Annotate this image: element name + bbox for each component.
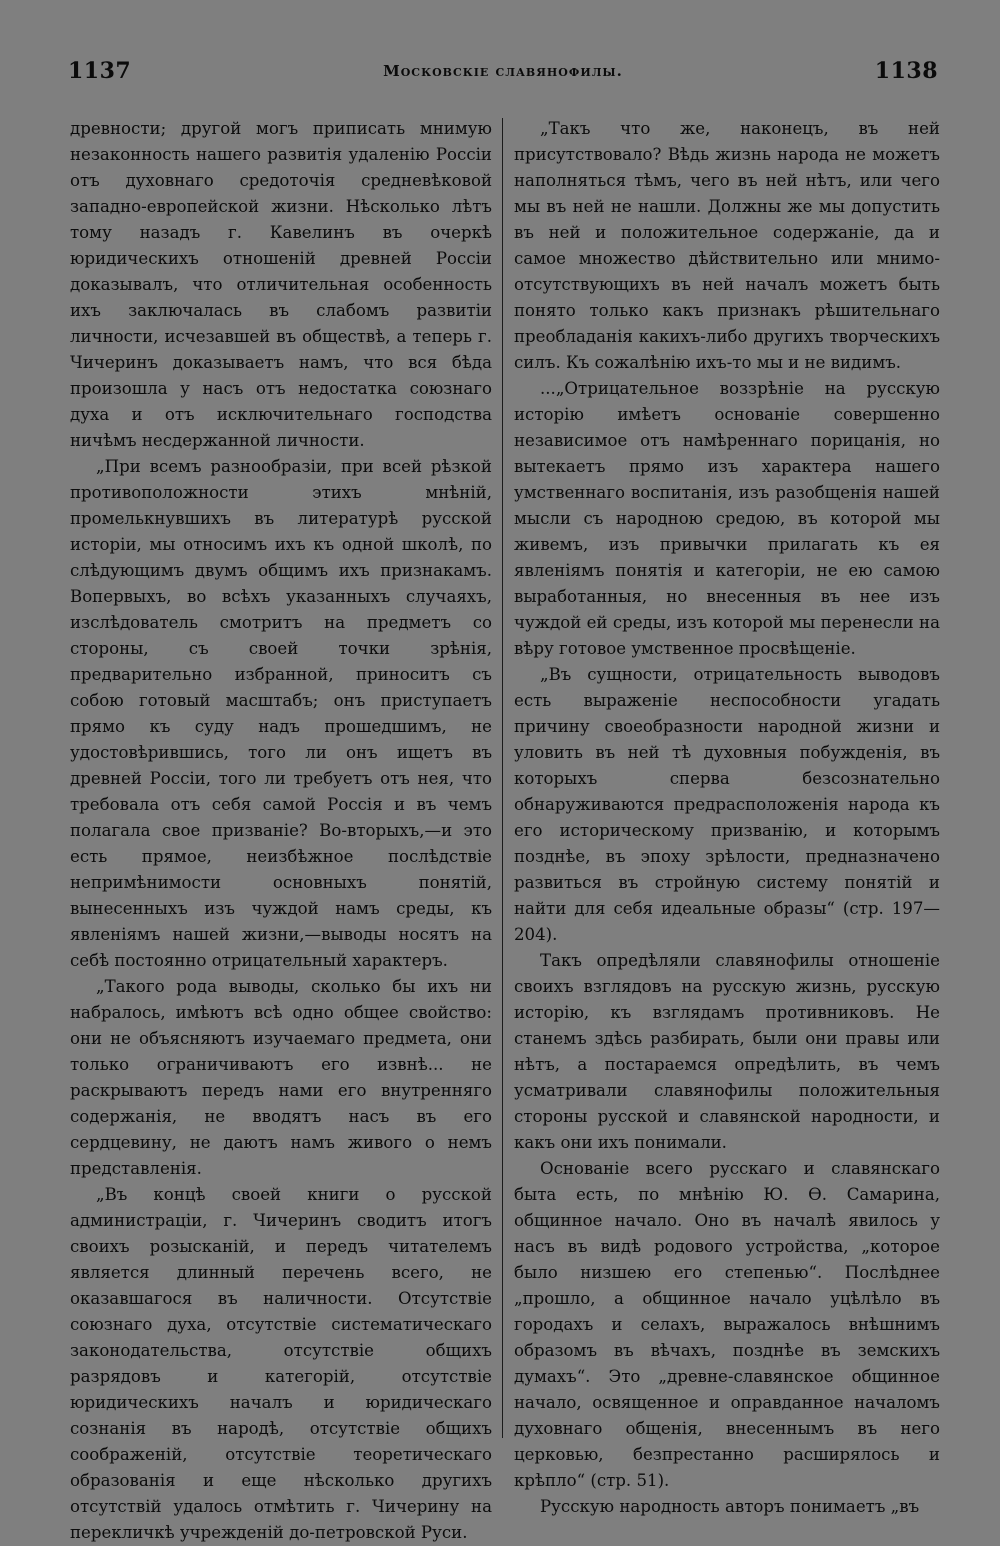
right-page-number: 1138	[874, 58, 938, 84]
page-header	[68, 58, 938, 92]
paragraph: „Въ концѣ своей книги о русской администраціи, г. Чичеринъ сводитъ итогъ своихъ розысканій, и передъ читателемъ является длинный перечень всего, не оказавшагося въ наличности. Отсутствіе союзнаго духа, отсутствіе систематическаго законодательства, отсутствіе общихъ разрядовъ и категорій, отсутствіе юридическихъ началъ и юридическаго сознанія въ народѣ, отсутствіе общихъ соображеній, отсутствіе теоретическаго образованія и еще нѣсколько другихъ отсутствій удалось отмѣтить г. Чичерину на перекличкѣ учрежденій до-петровской Руси.	[70, 1185, 492, 1542]
paragraph: Основаніе всего русскаго и славянскаго быта есть, по мнѣнію Ю. Ѳ. Самарина, общинное начало. Оно въ началѣ явилось у насъ въ видѣ родового устройства, „которое было низшею его степенью“. Послѣднее „прошло, а общинное начало уцѣлѣло въ городахъ и селахъ, выражалось внѣшнимъ образомъ въ вѣчахъ, позднѣе въ земскихъ думахъ“. Это „древне-славянское общинное начало, освященное и оправданное началомъ духовнаго общенія, внесеннымъ въ него церковью, безпрестанно расширялось и крѣпло“ (стр. 51).	[514, 1159, 940, 1490]
paragraph: Такъ опредѣляли славянофилы отношеніе своихъ взглядовъ на русскую жизнь, русскую исторію, къ взглядамъ противниковъ. Не станемъ здѣсь разбирать, были они правы или нѣтъ, а постараемся опредѣлить, въ чемъ усматривали славянофилы положительныя стороны русской и славянской народности, и какъ они ихъ понимали.	[514, 951, 940, 1152]
paragraph: древности; другой могъ приписать мнимую незаконность нашего развитія удаленію Россіи отъ духовнаго средоточія средневѣковой западно-европейской жизни. Нѣсколько лѣтъ тому назадъ г. Кавелинъ въ очеркѣ юридическихъ отношеній древней Россіи доказывалъ, что отличительная особенность ихъ заключалась въ слабомъ развитіи личности, исчезавшей въ обществѣ, а теперь г. Чичеринъ доказываетъ намъ, что вся бѣда произошла у насъ отъ недостатка союзнаго духа и отъ исключительнаго господства ничѣмъ несдержанной личности.	[70, 119, 492, 450]
paragraph: „Такого рода выводы, сколько бы ихъ ни набралось, имѣютъ всѣ одно общее свойство: они не объясняютъ изучаемаго предмета, они только ограничиваютъ его извнѣ... не раскрываютъ передъ нами его внутренняго содержанія, не вводятъ насъ въ его сердцевину, не даютъ намъ живого о немъ представленія.	[70, 977, 492, 1178]
right-column	[514, 116, 940, 1520]
paragraph: „Въ сущности, отрицательность выводовъ есть выраженіе неспособности угадать причину своеобразности народной жизни и уловить въ ней тѣ духовныя побужденія, въ которыхъ сперва безсознательно обнаруживаются предрасположенія народа къ его историческому призванію, и которымъ позднѣе, въ эпоху зрѣлости, предназначено развиться въ стройную систему понятій и найти для себя идеальные образы“ (стр. 197—204).	[514, 665, 940, 944]
column-divider	[502, 118, 503, 1438]
left-column	[70, 116, 492, 1546]
paragraph: ...„Отрицательное воззрѣніе на русскую исторію имѣетъ основаніе совершенно независимое отъ намѣреннаго порицанія, но вытекаетъ прямо изъ характера нашего умственнаго воспитанія, изъ разобщенія нашей мысли съ народною средою, въ которой мы живемъ, изъ привычки прилагать къ ея явленіямъ понятія и категоріи, не ею самою выработанныя, но внесенныя въ нее изъ чуждой ей среды, изъ которой мы перенесли на вѣру готовое умственное просвѣщеніе.	[514, 379, 940, 658]
left-page-number: 1137	[68, 58, 132, 84]
paragraph: „Такъ что же, наконецъ, въ ней присутствовало? Вѣдь жизнь народа не можетъ наполняться тѣмъ, чего въ ней нѣтъ, или чего мы въ ней не нашли. Должны же мы допустить въ ней и положительное содержаніе, да и самое множество дѣйствительно или мнимо-отсутствующихъ въ ней началъ можетъ быть понято только какъ признакъ рѣшительнаго преобладанія какихъ-либо другихъ творческихъ силъ. Къ сожалѣнію ихъ-то мы и не видимъ.	[514, 119, 940, 372]
paragraph: Русскую народность авторъ понимаетъ „въ	[540, 1497, 920, 1516]
paragraph: „При всемъ разнообразіи, при всей рѣзкой противоположности этихъ мнѣній, промелькнувшихъ въ литературѣ русской исторіи, мы относимъ ихъ къ одной школѣ, по слѣдующимъ двумъ общимъ ихъ признакамъ. Вопервыхъ, во всѣхъ указанныхъ случаяхъ, изслѣдователь смотритъ на предметъ со стороны, съ своей точки зрѣнія, предварительно избранной, приноситъ съ собою готовый масштабъ; онъ приступаетъ прямо къ суду надъ прошедшимъ, не удостовѣрившись, того ли онъ ищетъ въ древней Россіи, того ли требуетъ отъ нея, что требовала отъ себя самой Россія и въ чемъ полагала свое призваніе? Во-вторыхъ,—и это есть прямое, неизбѣжное послѣдствіе непримѣнимости основныхъ понятій, вынесенныхъ изъ чуждой намъ среды, къ явленіямъ нашей жизни,—выводы носятъ на себѣ постоянно отрицательный характеръ.	[70, 457, 492, 970]
running-title: Московскіе славянофилы.	[383, 62, 623, 80]
